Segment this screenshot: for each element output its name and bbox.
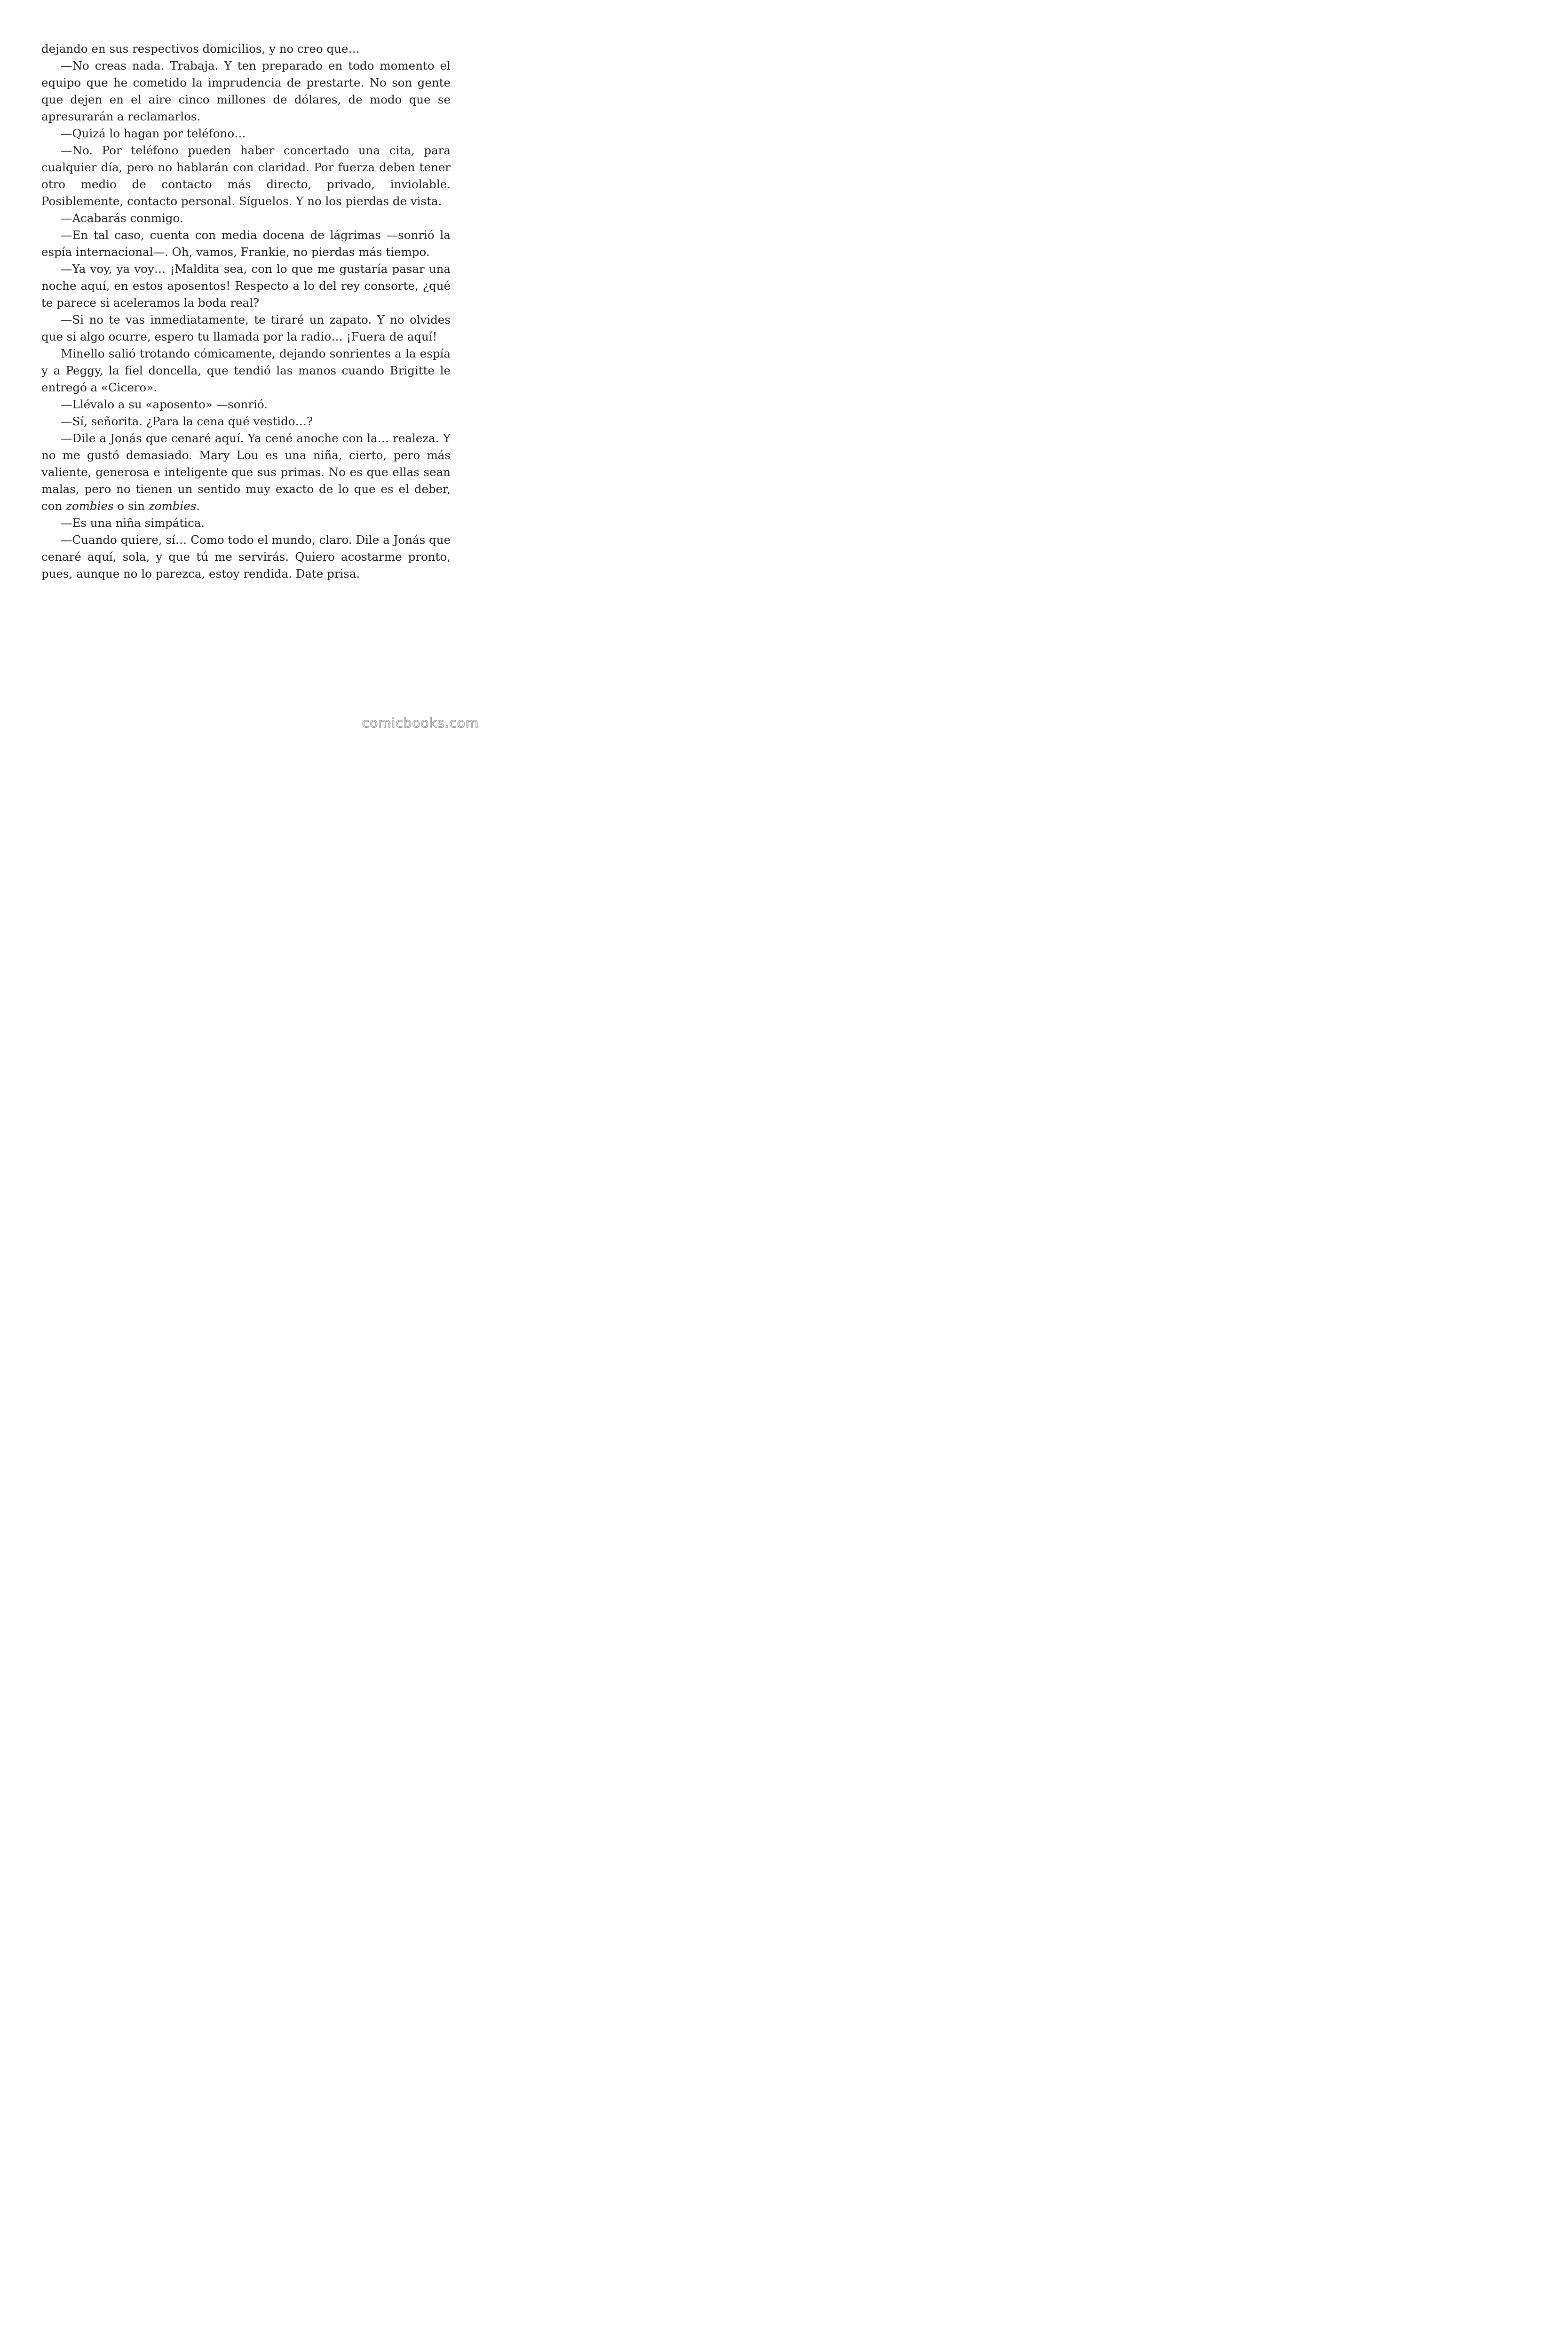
paragraph: —En tal caso, cuenta con media docena de lágrimas —sonrió la espía internacional—. Oh, vamos, Frankie, no pierdas más tiempo. xyxy=(41,228,451,259)
paragraph: —Ya voy, ya voy… ¡Maldita sea, con lo que me gustaría pasar una noche aquí, en estos aposentos! Respecto a lo del rey consorte, ¿qué te parece si aceleramos la boda real? xyxy=(41,262,451,310)
paragraph: —Quizá lo hagan por teléfono… xyxy=(61,127,246,140)
italic-word: zombies xyxy=(148,499,197,513)
paragraph: —Acabarás conmigo. xyxy=(61,211,183,225)
paragraph: —No creas nada. Trabaja. Y ten preparado en todo momento el equipo que he cometido la imprudencia de prestarte. No son gente que dejen en el aire cinco millones de dólares, de modo que se apresurarán a reclamarlos. xyxy=(41,59,451,123)
paragraph: —Sí, señorita. ¿Para la cena qué vestido…? xyxy=(61,414,313,428)
italic-word: zombies xyxy=(66,499,114,513)
page-text xyxy=(41,40,451,582)
paragraph xyxy=(41,430,451,515)
paragraph: Minello salió trotando cómicamente, dejando sonrientes a la espía y a Peggy, la fiel doncella, que tendió las manos cuando Brigitte le entregó a «Cicero». xyxy=(41,347,451,394)
paragraph-segment: o sin xyxy=(113,499,149,513)
paragraph-segment: —Dile a Jonás que cenaré aquí. Ya cené anoche con la… realeza. Y no me gustó demasiado. Mary Lou es una niña, cierto, pero más valiente, generosa e inteligente que sus primas. No es que ellas sean malas, pero no tienen un sentido muy exacto de lo que es el deber, con xyxy=(41,431,451,513)
paragraph: —Es una niña simpática. xyxy=(61,516,205,530)
watermark: comicbooks.com xyxy=(362,715,479,731)
paragraph: —Cuando quiere, sí… Como todo el mundo, claro. Dile a Jonás que cenaré aquí, sola, y que tú me servirás. Quiero acostarme pronto, pues, aunque no lo parezca, estoy rendida. Date prisa. xyxy=(41,533,451,580)
paragraph: dejando en sus respectivos domicilios, y no creo que… xyxy=(41,42,360,56)
paragraph-segment: . xyxy=(196,499,200,513)
paragraph: —No. Por teléfono pueden haber concertado una cita, para cualquier día, pero no hablarán con claridad. Por fuerza deben tener otro medio de contacto más directo, privado, inviolable. Posiblemente, contacto personal. Síguelos. Y no los pierdas de vista. xyxy=(41,143,451,208)
paragraph: —Llévalo a su «aposento» —sonrió. xyxy=(61,397,268,411)
paragraph: —Si no te vas inmediatamente, te tiraré un zapato. Y no olvides que si algo ocurre, espero tu llamada por la radio… ¡Fuera de aquí! xyxy=(41,313,451,343)
